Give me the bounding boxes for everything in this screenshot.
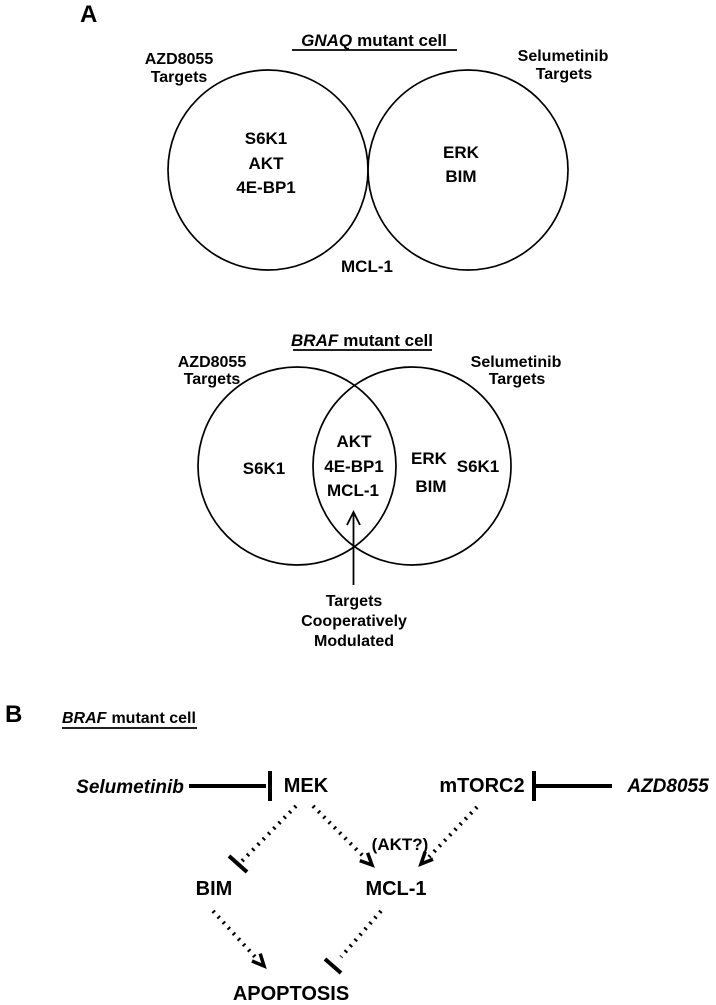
gnaq-left-item-s6k1: S6K1 (244, 129, 288, 148)
gnaq-left-item-akt: AKT (248, 154, 284, 173)
braf-title-rest: mutant cell (343, 331, 433, 350)
braf-intersection-item-akt: AKT (336, 432, 372, 451)
mtorc2-mcl1-dotted-line (429, 807, 477, 857)
braf-gene-name: BRAF (291, 331, 339, 350)
bim-apoptosis-dotted-line (213, 911, 257, 959)
gnaq-outside-item-mcl1: MCL-1 (341, 257, 393, 276)
akt-question-note: (AKT?) (371, 835, 429, 854)
gnaq-venn-title (301, 31, 447, 50)
node-bim: BIM (195, 878, 233, 900)
mek-bim-inhibition-bar (229, 856, 247, 872)
node-mek: MEK (283, 775, 329, 797)
braf-right-set-label-line1: Selumetinib (470, 354, 562, 371)
braf-right-item-s6k1: S6K1 (456, 457, 500, 476)
braf-right-item-erk: ERK (411, 449, 447, 468)
annotation-line1: Targets (325, 593, 383, 610)
node-selumetinib: Selumetinib (76, 777, 184, 798)
gnaq-right-set-label-line2: Targets (535, 66, 593, 83)
gnaq-left-item-4ebp1: 4E-BP1 (236, 178, 296, 197)
gnaq-gene-name: GNAQ (301, 31, 353, 50)
node-apoptosis: APOPTOSIS (232, 983, 350, 1005)
mcl1-apoptosis-inhibition-bar (325, 959, 341, 973)
braf-right-set-label-line2: Targets (488, 371, 546, 388)
panel-b-gene-name: BRAF (62, 710, 107, 727)
gnaq-right-item-erk: ERK (443, 143, 479, 162)
braf-intersection-item-mcl1: MCL-1 (327, 481, 379, 500)
mcl1-apoptosis-dotted-line (341, 911, 381, 957)
gnaq-title-rest: mutant cell (357, 31, 447, 50)
panel-b-letter: B (5, 701, 23, 728)
braf-left-set-label-line1: AZD8055 (177, 354, 247, 371)
panel-b (0, 670, 716, 1005)
gnaq-left-set-label-line2: Targets (150, 69, 208, 86)
braf-left-set-label-line2: Targets (183, 371, 241, 388)
braf-right-item-bim: BIM (415, 477, 447, 496)
annotation-line3: Modulated (314, 633, 394, 650)
node-mcl1: MCL-1 (365, 878, 427, 900)
mek-bim-dotted-line (242, 806, 296, 861)
gnaq-left-set-label-line1: AZD8055 (144, 51, 214, 68)
panel-a-letter: A (80, 1, 98, 28)
annotation-line2: Cooperatively (301, 613, 407, 630)
gnaq-right-item-bim: BIM (445, 167, 477, 186)
gnaq-right-set-label-line1: Selumetinib (517, 48, 609, 65)
panel-b-title (62, 710, 196, 727)
braf-venn-title (291, 331, 433, 350)
braf-intersection-item-4ebp1: 4E-BP1 (324, 457, 384, 476)
panel-b-title-rest: mutant cell (111, 710, 196, 727)
mek-mcl1-dotted-line (313, 806, 363, 856)
node-mtorc2: mTORC2 (439, 775, 525, 797)
braf-left-item-s6k1: S6K1 (242, 459, 286, 478)
node-azd8055: AZD8055 (627, 776, 709, 797)
